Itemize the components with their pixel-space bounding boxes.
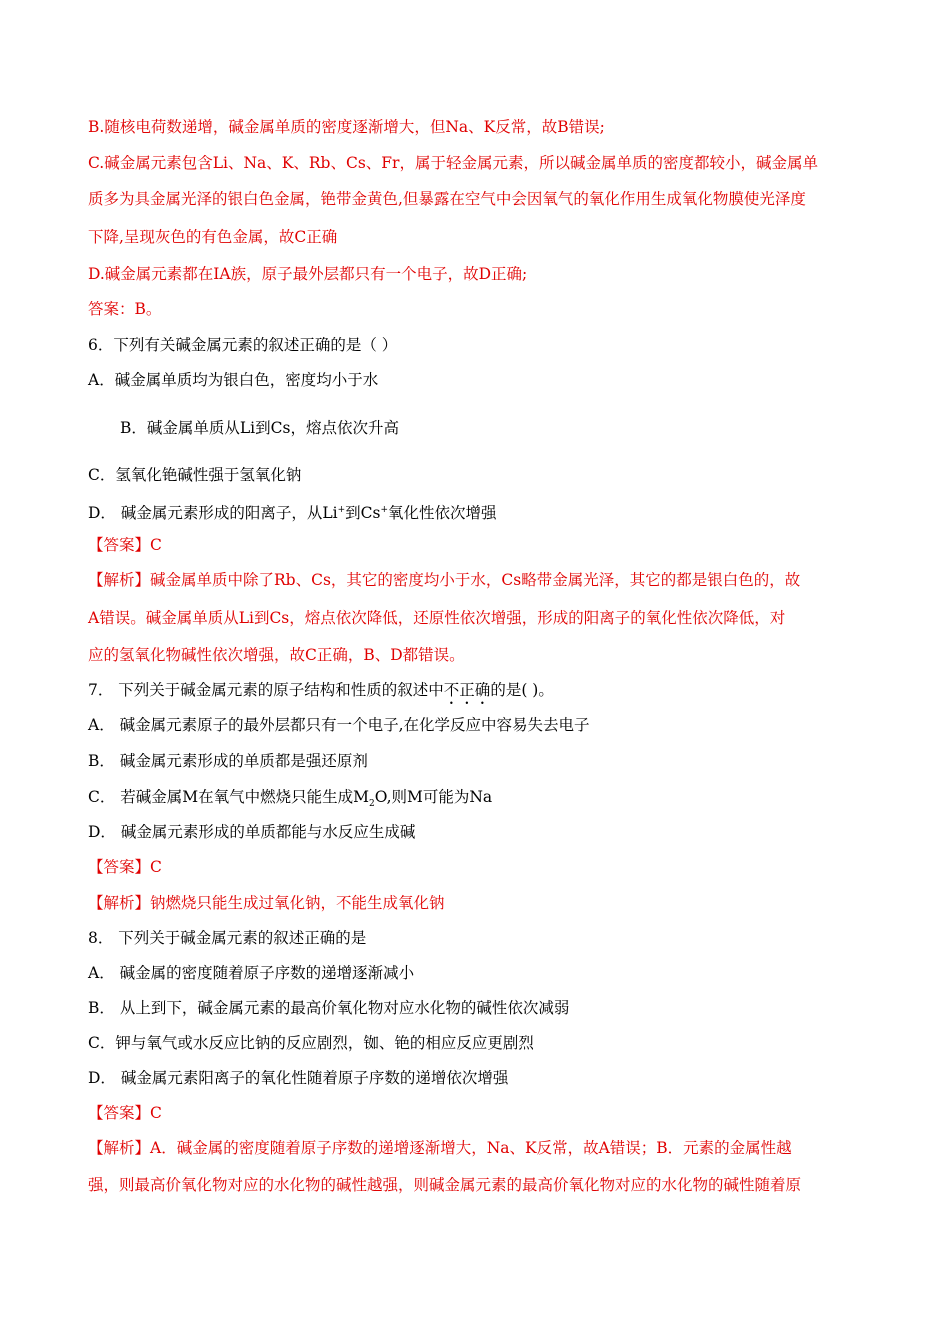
question-7-analysis: 【解析】钠燃烧只能生成过氧化钠，不能生成氧化钠: [88, 894, 445, 912]
question-6-stem: 6．下列有关碱金属元素的叙述正确的是（ ）: [88, 336, 398, 354]
question-8-analysis-line2: 强，则最高价氧化物对应的水化物的碱性越强，则碱金属元素的最高价氧化物对应的水化物的碱性随着原: [88, 1176, 802, 1194]
question-6-option-a: A．碱金属单质均为银白色，密度均小于水: [88, 371, 379, 389]
question-8-answer: 【答案】C: [88, 1104, 162, 1122]
option-c-explanation-line3: 下降,呈现灰色的有色金属，故C正确: [88, 228, 338, 246]
option-c-explanation-line2: 质多为具金属光泽的银白色金属，铯带金黄色,但暴露在空气中会因氧气的氧化作用生成氧化物膜使光泽度: [88, 190, 806, 208]
question-6-option-d: D． 碱金属元素形成的阳离子，从Li+到Cs+氧化性依次增强: [88, 504, 497, 523]
emphasis-not-correct: 不正确: [443, 681, 491, 699]
option-b-explanation: B.随核电荷数递增，碱金属单质的密度逐渐增大，但Na、K反常，故B错误;: [88, 118, 605, 136]
question-8-stem: 8． 下列关于碱金属元素的叙述正确的是: [88, 929, 367, 947]
option-c-explanation-line1: C.碱金属元素包含Li、Na、K、Rb、Cs、Fr，属于轻金属元素，所以碱金属单质的密度都较小，碱金属单: [88, 154, 818, 172]
question-6-analysis-line1: 【解析】碱金属单质中除了Rb、Cs，其它的密度均小于水，Cs略带金属光泽，其它的都是银白色的，故: [88, 571, 801, 589]
question-7-option-d: D． 碱金属元素形成的单质都能与水反应生成碱: [88, 823, 416, 841]
question-6-answer: 【答案】C: [88, 536, 162, 554]
question-6-option-b: B．碱金属单质从Li到Cs，熔点依次升高: [120, 419, 399, 437]
question-7-option-c: C． 若碱金属M在氧气中燃烧只能生成$M_2O$,则M可能为Na: [88, 788, 493, 810]
question-8-option-d: D． 碱金属元素阳离子的氧化性随着原子序数的递增依次增强: [88, 1069, 509, 1087]
question-8-option-a: A． 碱金属的密度随着原子序数的递增逐渐减小: [88, 964, 415, 982]
question-8-analysis-line1: 【解析】A．碱金属的密度随着原子序数的递增逐渐增大，Na、K反常，故A错误；B．元素的金属性越: [88, 1139, 792, 1157]
question-7-option-b: B． 碱金属元素形成的单质都是强还原剂: [88, 752, 368, 770]
question-8-option-b: B． 从上到下，碱金属元素的最高价氧化物对应水化物的碱性依次减弱: [88, 999, 570, 1017]
question-6-option-c: C．氢氧化铯碱性强于氢氧化钠: [88, 466, 302, 484]
answer-5: 答案：B。: [88, 300, 162, 318]
question-7-stem: 7． 下列关于碱金属元素的原子结构和性质的叙述中不正确的是( )。: [88, 681, 554, 699]
question-8-option-c: C．钾与氧气或水反应比钠的反应剧烈，铷、铯的相应反应更剧烈: [88, 1034, 534, 1052]
question-6-analysis-line2: A错误。碱金属单质从Li到Cs，熔点依次降低，还原性依次增强，形成的阳离子的氧化性依次降低，对: [88, 609, 786, 627]
question-7-option-a: A． 碱金属元素原子的最外层都只有一个电子,在化学反应中容易失去电子: [88, 716, 590, 734]
question-6-analysis-line3: 应的氢氧化物碱性依次增强，故C正确，B、D都错误。: [88, 646, 465, 664]
question-7-answer: 【答案】C: [88, 858, 162, 876]
option-d-explanation: D.碱金属元素都在IA族，原子最外层都只有一个电子，故D正确;: [88, 265, 528, 283]
